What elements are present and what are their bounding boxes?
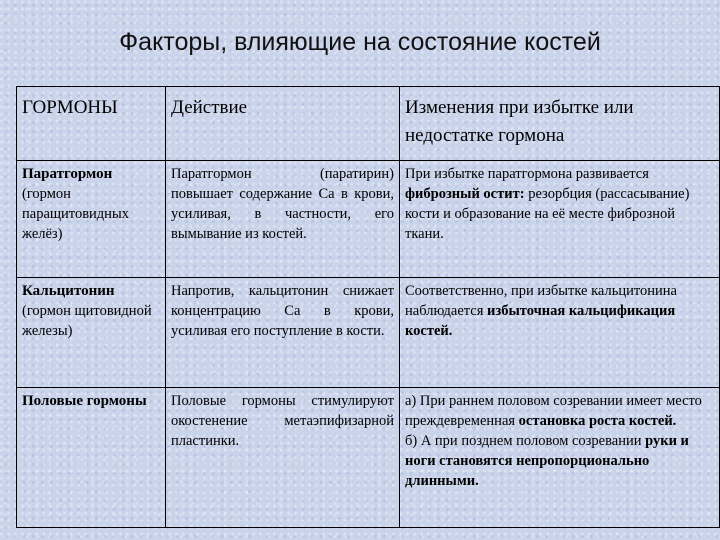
slide-title: Факторы, влияющие на состояние костей — [119, 28, 601, 56]
hormone-cell — [17, 278, 166, 388]
changes-text: б) А при позднем половом созревании — [405, 433, 646, 449]
changes-bold-text: фиброзный остит: — [405, 186, 525, 202]
hormone-source: (гормон паращитовидных желёз) — [22, 186, 129, 242]
changes-bold-text: руки и ноги становятся непропорционально длинными. — [405, 433, 689, 489]
changes-bold-text: остановка роста костей. — [518, 413, 677, 429]
table-header-row — [17, 87, 720, 161]
hormone-cell — [17, 161, 166, 278]
action-cell: Половые гормоны стимулируют окостенение метаэпифизарной пластинки. — [166, 388, 400, 528]
changes-bold-text: избыточная кальцификация костей. — [405, 303, 676, 339]
changes-item-a — [405, 391, 714, 431]
table-row — [17, 278, 720, 388]
changes-text: При избытке паратгормона развивается — [405, 166, 649, 182]
changes-text-end: резорбция (рассасывание) кости и образование на её месте фиброзной ткани. — [405, 186, 690, 242]
changes-text: Соответственно, при избытке кальцитонина наблюдается — [405, 283, 677, 319]
hormones-table — [16, 86, 720, 528]
hormone-cell — [17, 388, 166, 528]
changes-text: а) При раннем половом созревании имеет место преждевременная — [405, 393, 702, 429]
hormone-source: (гормон щитовидной железы) — [22, 303, 152, 339]
changes-cell — [400, 278, 720, 388]
hormone-name: Кальцитонин — [22, 283, 115, 299]
hormone-name: Паратгормон — [22, 166, 113, 182]
action-cell: Напротив, кальцитонин снижает концентрацию Са в крови, усиливая его поступление в кости. — [166, 278, 400, 388]
changes-cell — [400, 388, 720, 528]
hormone-name: Половые гормоны — [22, 393, 147, 409]
header-hormones: ГОРМОНЫ — [17, 87, 166, 161]
changes-item-b — [405, 431, 714, 491]
action-cell: Паратгормон (паратирин) повышает содержание Са в крови, усиливая, в частности, его вымывание из костей. — [166, 161, 400, 278]
header-action: Действие — [166, 87, 400, 161]
changes-cell — [400, 161, 720, 278]
table-row — [17, 161, 720, 278]
table-row — [17, 388, 720, 528]
header-changes: Изменения при избытке или недостатке гормона — [400, 87, 720, 161]
